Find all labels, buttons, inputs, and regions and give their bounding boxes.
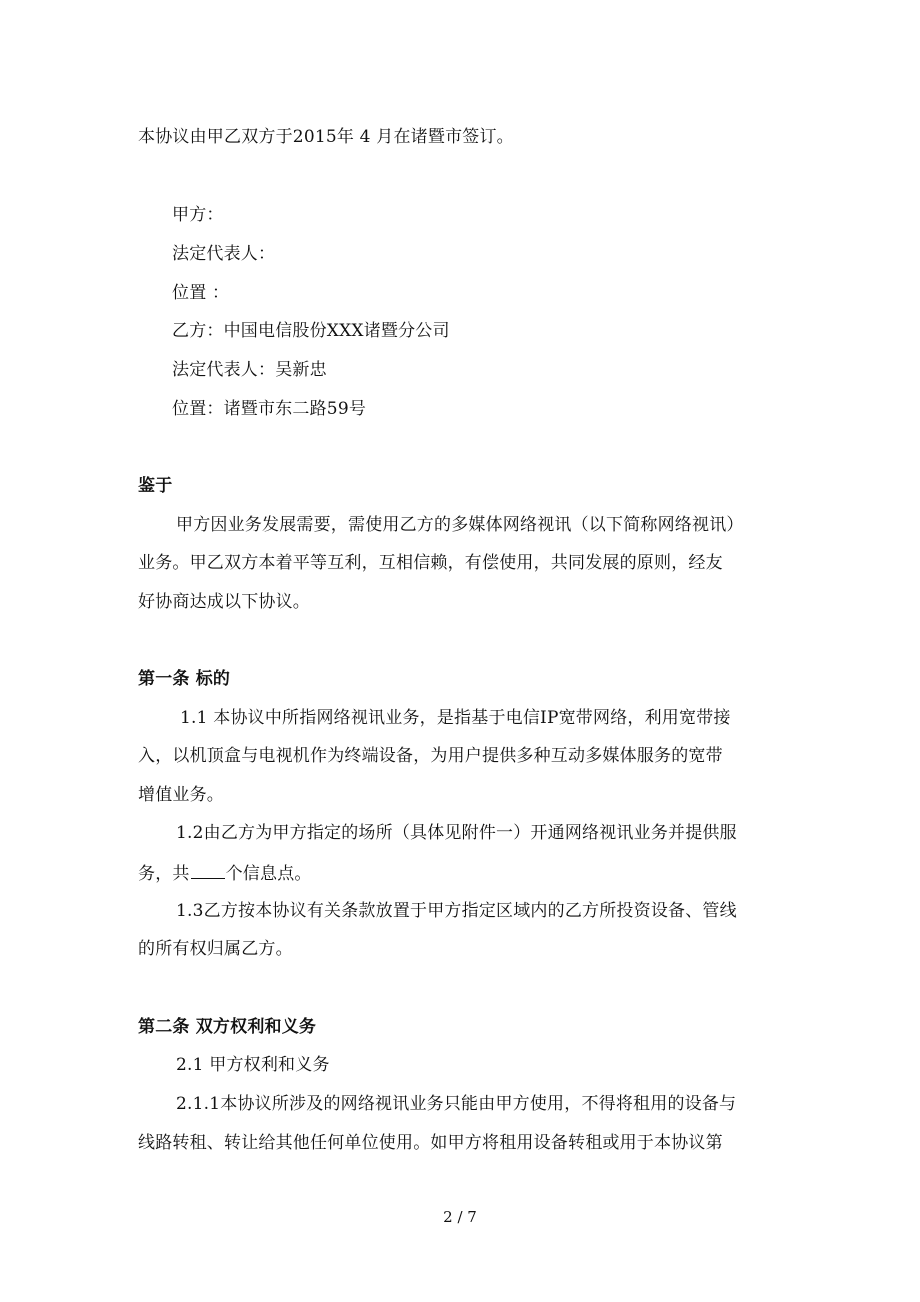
party-a-representative: 法定代表人：: [172, 244, 276, 264]
party-a-label: 甲方：: [172, 205, 224, 225]
clause-2-1-1-line: 线路转租、转让给其他任何单位使用。如甲方将租用设备转租或用于本协议第: [138, 1133, 723, 1153]
clause-1-1-line: 入，以机顶盒与电视机作为终端设备，为用户提供多种互动多媒体服务的宽带: [138, 746, 723, 766]
clause-1-2-line: 1.2由乙方为甲方指定的场所（具体见附件一）开通网络视讯业务并提供服: [176, 823, 737, 843]
party-b-representative: 法定代表人：吴新忠: [172, 360, 327, 380]
article-1-heading: 第一条 标的: [138, 669, 231, 689]
clause-1-3-line: 的所有权归属乙方。: [138, 939, 293, 959]
info-point-count-blank: [191, 862, 225, 879]
page-number: 2 / 7: [443, 1208, 477, 1226]
party-a-location: 位置 ：: [172, 283, 230, 303]
party-b-name: 乙方：中国电信股份XXX诸暨分公司: [172, 321, 450, 341]
clause-2-1-1-line: 2.1.1本协议所涉及的网络视讯业务只能由甲方使用，不得将租用的设备与: [176, 1094, 737, 1114]
clause-1-3-line: 1.3乙方按本协议有关条款放置于甲方指定区域内的乙方所投资设备、管线: [176, 901, 737, 921]
article-2-heading: 第二条 双方权利和义务: [138, 1017, 317, 1037]
clause-2-1-heading: 2.1 甲方权利和义务: [176, 1055, 330, 1075]
whereas-line: 甲方因业务发展需要，需使用乙方的多媒体网络视讯（以下简称网络视讯）: [176, 515, 744, 535]
party-b-location: 位置：诸暨市东二路59号: [172, 399, 367, 419]
clause-1-1-line: 1.1 本协议中所指网络视讯业务，是指基于电信IP宽带网络，利用宽带接: [180, 708, 731, 728]
whereas-heading: 鉴于: [138, 476, 173, 496]
whereas-line: 好协商达成以下协议。: [138, 592, 310, 612]
clause-1-2-suffix: 个信息点。: [225, 864, 312, 884]
whereas-line: 业务。甲乙双方本着平等互利，互相信赖，有偿使用，共同发展的原则，经友: [138, 553, 723, 573]
clause-1-2-line: [138, 862, 312, 884]
intro-line: 本协议由甲乙双方于2015年 4 月在诸暨市签订。: [138, 127, 514, 147]
clause-1-2-prefix: 务，共: [138, 864, 190, 884]
clause-1-1-line: 增值业务。: [138, 785, 224, 805]
